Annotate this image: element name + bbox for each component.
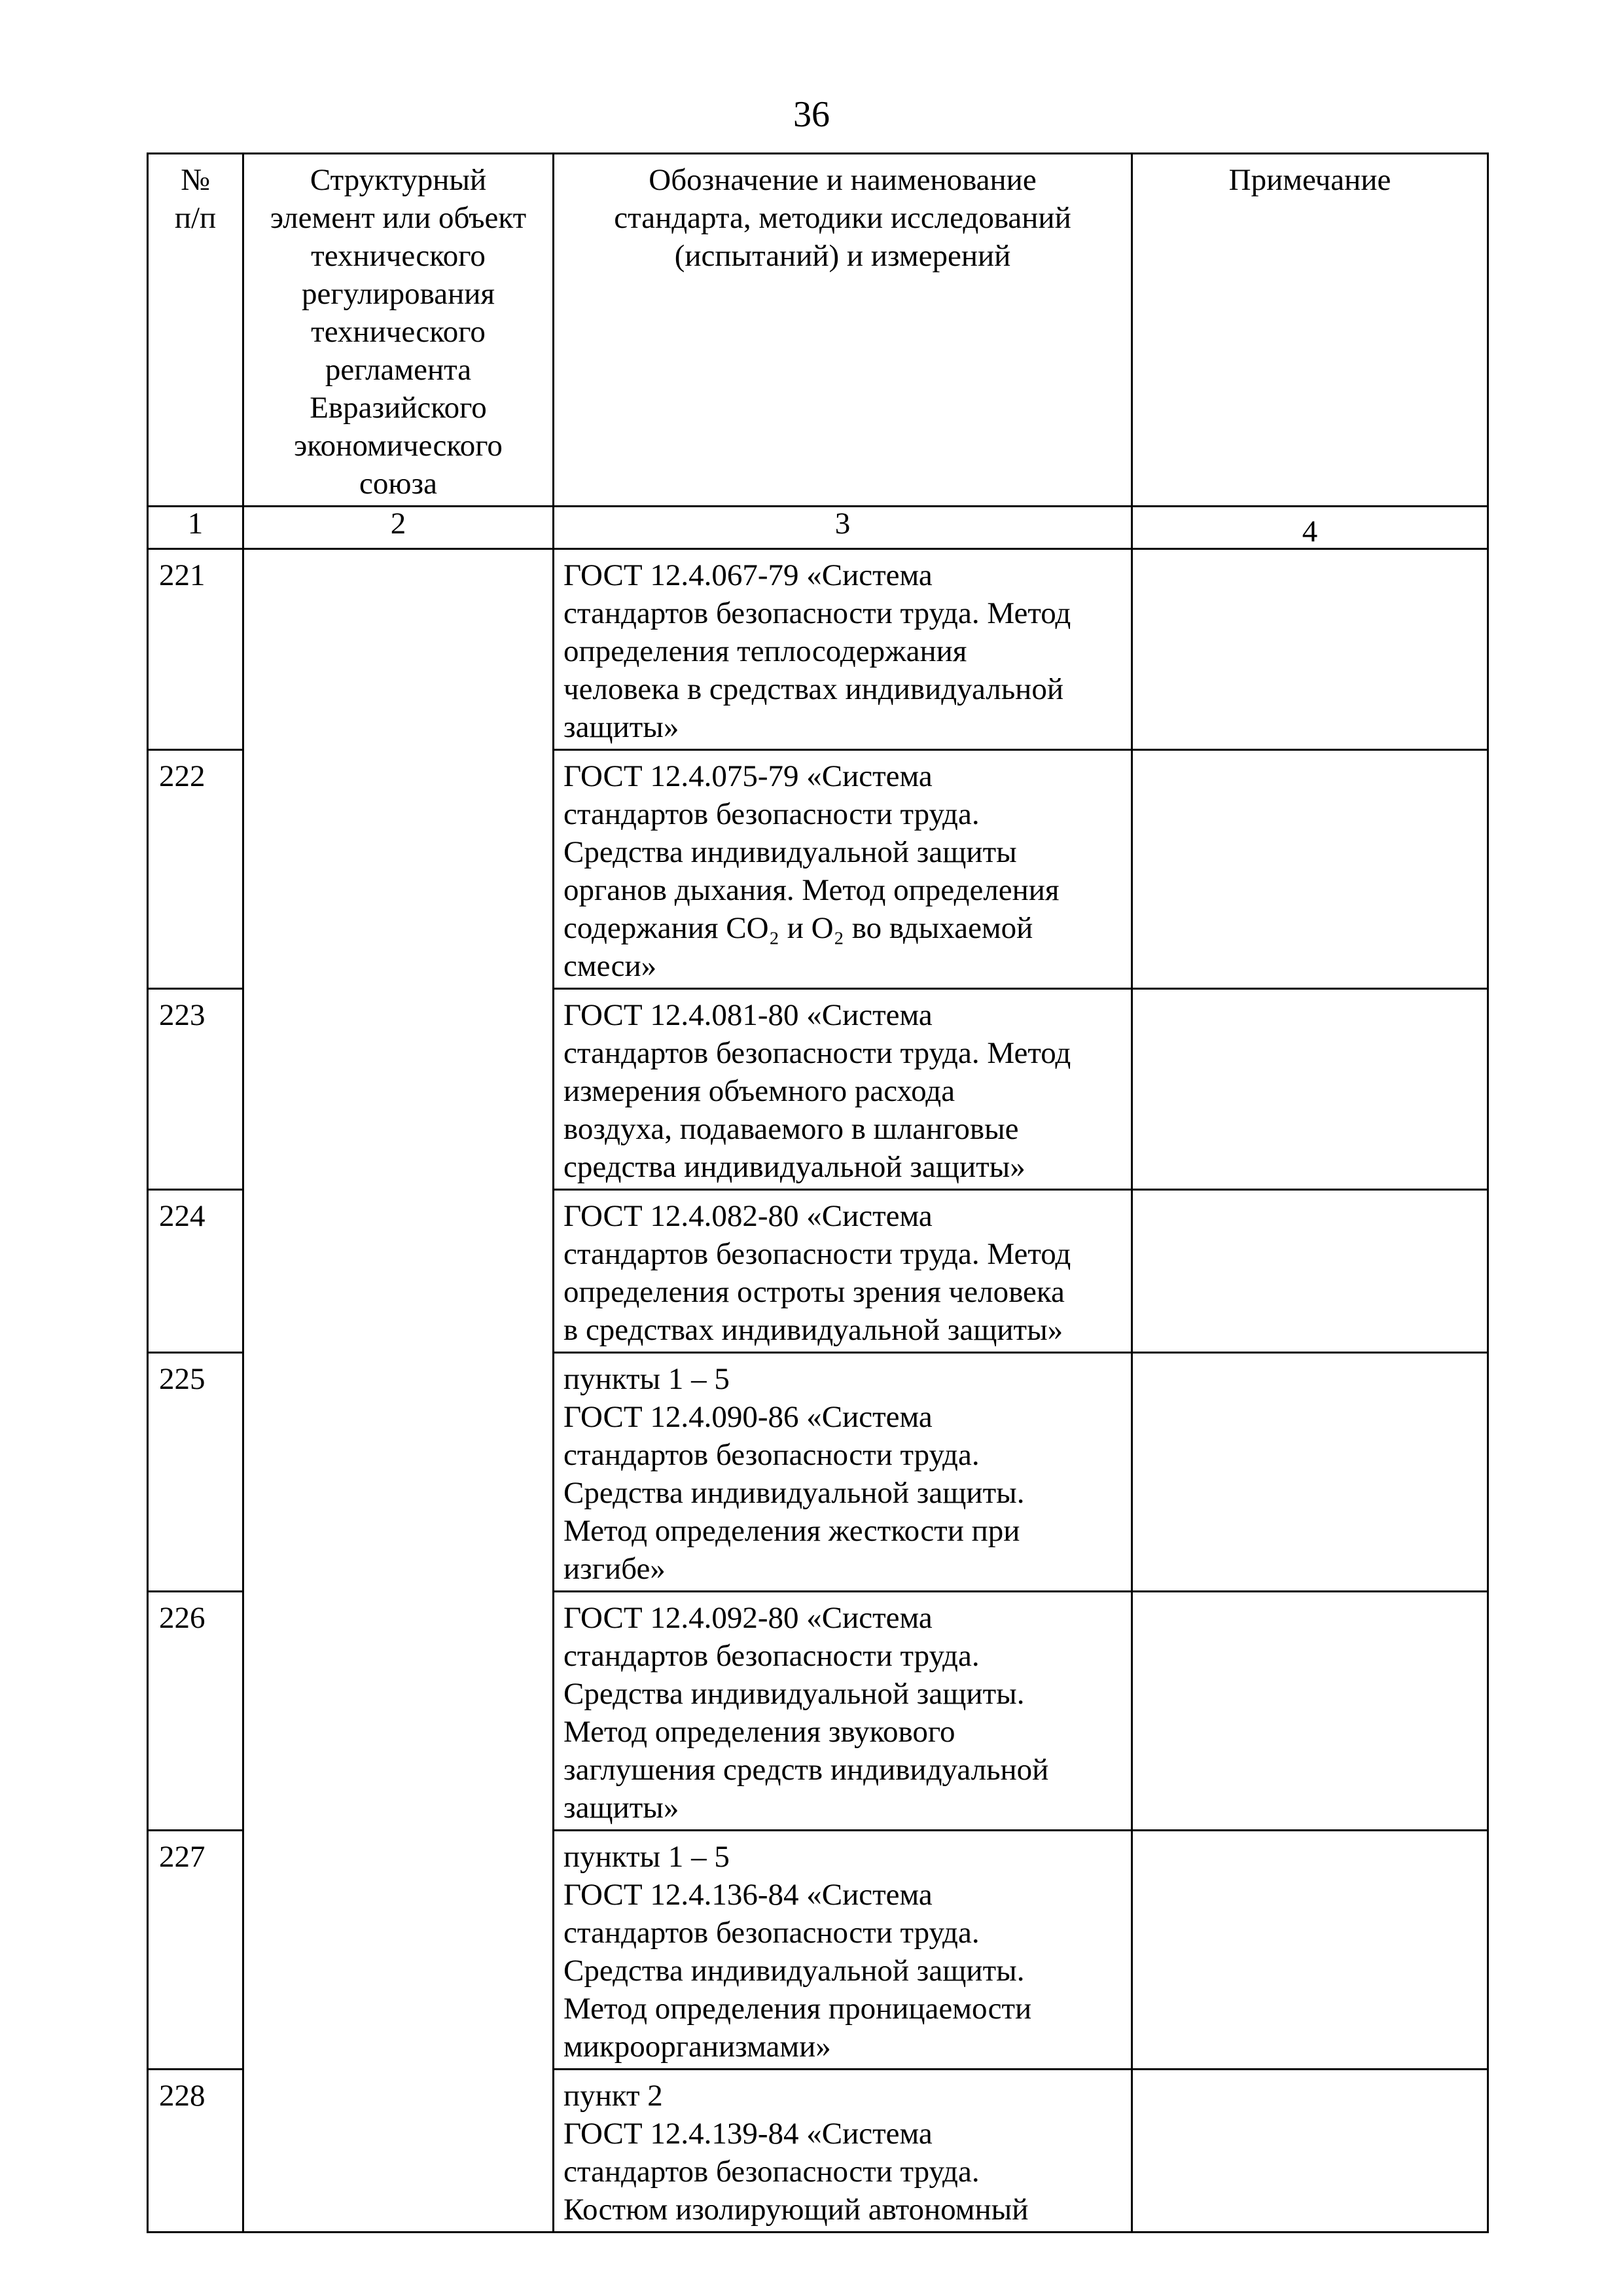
- column-number-row: [148, 507, 1488, 549]
- standard-line: стандарта, методики исследований: [614, 201, 1071, 235]
- description-line: Средства индивидуальной защиты.: [563, 1677, 1025, 1711]
- description-line: микроорганизмами»: [563, 2030, 831, 2064]
- description-line: ГОСТ 12.4.090-86 «Система: [563, 1400, 933, 1434]
- header-num: [148, 154, 243, 507]
- description-line: стандартов безопасности труда.: [563, 1438, 980, 1472]
- standard-description: [554, 549, 1132, 750]
- element-line: экономического: [294, 429, 503, 463]
- element-line: Структурный: [310, 163, 487, 197]
- element-line: Евразийского: [310, 391, 487, 425]
- description-line: стандартов безопасности труда.: [563, 1639, 980, 1673]
- row-number: 227: [148, 1831, 243, 2070]
- num-line: №: [181, 163, 210, 197]
- description-line: Костюм изолирующий автономный: [563, 2193, 1029, 2227]
- row-number: 221: [148, 549, 243, 750]
- row-number: 225: [148, 1353, 243, 1592]
- row-number: 222: [148, 750, 243, 989]
- note-cell: [1132, 549, 1488, 750]
- header-element: [243, 154, 554, 507]
- column-number-4: 4: [1132, 507, 1488, 549]
- element-line: технического: [311, 239, 486, 273]
- description-line: содержания CO₂ и O₂ во вдыхаемой: [563, 911, 1033, 945]
- description-line: защиты»: [563, 1791, 679, 1825]
- description-line: ГОСТ 12.4.136-84 «Система: [563, 1878, 933, 1912]
- description-line: стандартов безопасности труда.: [563, 797, 980, 831]
- standard-description: [554, 989, 1132, 1190]
- description-line: изгибе»: [563, 1552, 666, 1586]
- description-line: определения теплосодержания: [563, 634, 967, 668]
- element-line: элемент или объект: [270, 201, 527, 235]
- element-line: регламента: [325, 353, 472, 387]
- column-number-2: 2: [243, 507, 554, 549]
- description-line: пункты 1 – 5: [563, 1840, 730, 1874]
- standard-description: [554, 750, 1132, 989]
- row-number: 223: [148, 989, 243, 1190]
- description-line: защиты»: [563, 710, 679, 744]
- description-line: средства индивидуальной защиты»: [563, 1150, 1026, 1184]
- row-number: 224: [148, 1190, 243, 1353]
- description-line: стандартов безопасности труда. Метод: [563, 1237, 1071, 1271]
- standards-table: [147, 152, 1489, 2233]
- note-cell: [1132, 1190, 1488, 1353]
- description-line: стандартов безопасности труда. Метод: [563, 596, 1071, 630]
- description-line: ГОСТ 12.4.081-80 «Система: [563, 998, 933, 1032]
- note-cell: [1132, 750, 1488, 989]
- description-line: заглушения средств индивидуальной: [563, 1753, 1049, 1787]
- description-line: пункт 2: [563, 2079, 663, 2113]
- note-line: Примечание: [1228, 163, 1391, 197]
- description-line: Средства индивидуальной защиты.: [563, 1476, 1025, 1510]
- description-line: Средства индивидуальной защиты.: [563, 1954, 1025, 1988]
- note-cell: [1132, 1592, 1488, 1831]
- header-row: [148, 154, 1488, 507]
- note-cell: [1132, 1353, 1488, 1592]
- description-line: ГОСТ 12.4.139-84 «Система: [563, 2117, 933, 2151]
- page-number: 36: [793, 94, 830, 135]
- column-number-3: 3: [554, 507, 1132, 549]
- element-line: союза: [359, 467, 437, 501]
- description-line: органов дыхания. Метод определения: [563, 873, 1060, 907]
- description-line: стандартов безопасности труда.: [563, 1916, 980, 1950]
- standard-description: [554, 1353, 1132, 1592]
- standard-line: (испытаний) и измерений: [674, 239, 1011, 273]
- description-line: ГОСТ 12.4.092-80 «Система: [563, 1601, 933, 1635]
- note-cell: [1132, 2070, 1488, 2233]
- header-note: [1132, 154, 1488, 507]
- description-line: Метод определения проницаемости: [563, 1992, 1032, 2026]
- column-number-1: 1: [148, 507, 243, 549]
- element-line: регулирования: [301, 277, 495, 311]
- standard-description: [554, 1592, 1132, 1831]
- description-line: человека в средствах индивидуальной: [563, 672, 1063, 706]
- description-line: ГОСТ 12.4.075-79 «Система: [563, 759, 933, 793]
- standard-description: [554, 1831, 1132, 2070]
- element-cell-merged: [243, 549, 554, 2233]
- row-number: 226: [148, 1592, 243, 1831]
- row-number: 228: [148, 2070, 243, 2233]
- description-line: пункты 1 – 5: [563, 1362, 730, 1396]
- header-standard: [554, 154, 1132, 507]
- description-line: ГОСТ 12.4.082-80 «Система: [563, 1199, 933, 1233]
- description-line: Метод определения жесткости при: [563, 1514, 1020, 1548]
- standard-description: [554, 1190, 1132, 1353]
- element-line: технического: [311, 315, 486, 349]
- description-line: смеси»: [563, 949, 657, 983]
- description-line: воздуха, подаваемого в шланговые: [563, 1112, 1019, 1146]
- standard-description: [554, 2070, 1132, 2233]
- num-line: п/п: [174, 201, 217, 235]
- standard-line: Обозначение и наименование: [649, 163, 1037, 197]
- description-line: определения остроты зрения человека: [563, 1275, 1065, 1309]
- description-line: Средства индивидуальной защиты: [563, 835, 1017, 869]
- note-cell: [1132, 989, 1488, 1190]
- description-line: стандартов безопасности труда. Метод: [563, 1036, 1071, 1070]
- description-line: в средствах индивидуальной защиты»: [563, 1313, 1063, 1347]
- note-cell: [1132, 1831, 1488, 2070]
- description-line: ГОСТ 12.4.067-79 «Система: [563, 558, 933, 592]
- table-row: [148, 549, 1488, 750]
- description-line: стандартов безопасности труда.: [563, 2155, 980, 2189]
- description-line: Метод определения звукового: [563, 1715, 955, 1749]
- description-line: измерения объемного расхода: [563, 1074, 955, 1108]
